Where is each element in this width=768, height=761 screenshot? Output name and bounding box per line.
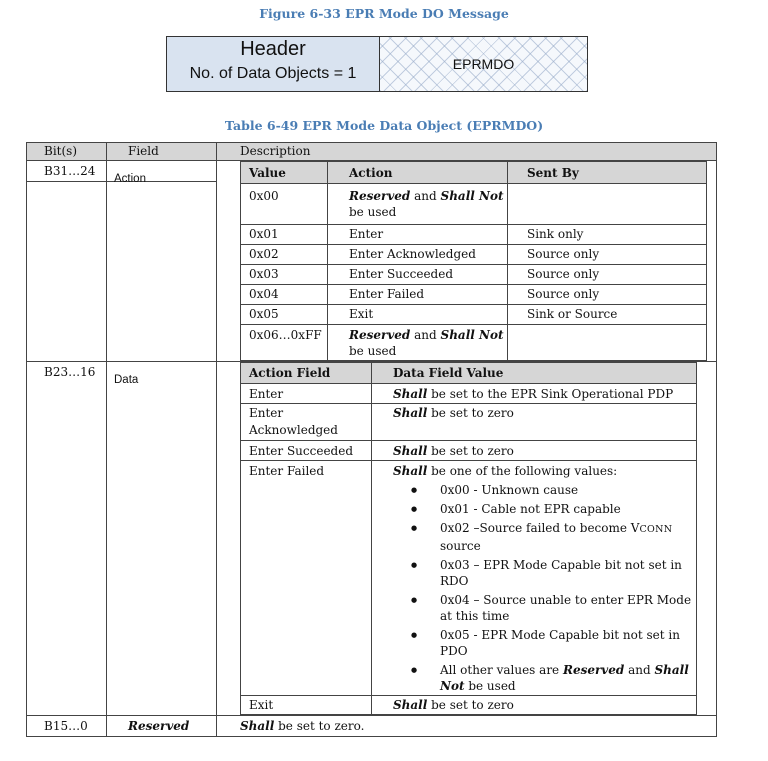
action-values-table bbox=[240, 161, 707, 361]
bullet-item: ● 0x03 – EPR Mode Capable bit not set in RDO bbox=[393, 557, 693, 589]
action-row-action: Enter bbox=[349, 227, 384, 241]
action-row-action: Reserved and Shall Not bbox=[349, 328, 504, 342]
row-data-field: Data bbox=[114, 374, 139, 386]
action-row-value: 0x06…0xFF bbox=[249, 328, 322, 342]
action-row-action-cont: be used bbox=[349, 344, 397, 358]
failure-cause-list bbox=[393, 482, 693, 697]
bullet-item: ● 0x02 –Source failed to become VCONN source bbox=[393, 520, 693, 554]
data-row-value: Shall be set to zero bbox=[393, 406, 514, 420]
action-row-value: 0x01 bbox=[249, 227, 279, 241]
action-row-value: 0x05 bbox=[249, 307, 279, 321]
action-row-sent-by: Source only bbox=[527, 247, 600, 261]
bullet-item: ● All other values are Reserved and Shall Not be used bbox=[393, 662, 693, 694]
bullet-item: ● 0x01 - Cable not EPR capable bbox=[393, 501, 693, 517]
data-row-field: Enter bbox=[249, 387, 284, 401]
data-col-action-field: Action Field bbox=[249, 366, 331, 380]
col-header-description: Description bbox=[240, 144, 311, 158]
data-row-value: Shall be set to zero bbox=[393, 444, 514, 458]
action-row-sent-by: Sink or Source bbox=[527, 307, 618, 321]
data-row-field: Enter Failed bbox=[249, 464, 325, 478]
data-row-field: Enter Succeeded bbox=[249, 444, 354, 458]
data-values-table bbox=[240, 362, 697, 715]
action-row-action: Enter Succeeded bbox=[349, 267, 454, 281]
data-col-data-field: Data Field Value bbox=[393, 366, 504, 380]
row-reserved-bits: B15…0 bbox=[44, 719, 88, 733]
figure-caption: Figure 6-33 EPR Mode DO Message bbox=[259, 6, 509, 21]
action-col-sent-by: Sent By bbox=[527, 166, 579, 180]
action-col-action: Action bbox=[349, 166, 393, 180]
bullet-item: ● 0x05 - EPR Mode Capable bit not set in PDO bbox=[393, 627, 693, 659]
action-row-sent-by: Sink only bbox=[527, 227, 584, 241]
action-col-value: Value bbox=[249, 166, 286, 180]
action-row-action: Enter Acknowledged bbox=[349, 247, 476, 261]
action-row-action: Exit bbox=[349, 307, 374, 321]
bullet-item: ● 0x00 - Unknown cause bbox=[393, 482, 693, 498]
col-header-field: Field bbox=[128, 144, 159, 158]
action-row-sent-by: Source only bbox=[527, 287, 600, 301]
bullet-item: ● 0x04 – Source unable to enter EPR Mode at this time bbox=[393, 592, 693, 624]
action-row-value: 0x02 bbox=[249, 247, 279, 261]
eprmdo-label: EPRMDO bbox=[452, 56, 515, 72]
action-row-sent-by: Source only bbox=[527, 267, 600, 281]
action-row-value: 0x04 bbox=[249, 287, 279, 301]
data-row-field: Enter bbox=[249, 406, 284, 420]
data-row-value: Shall be set to the EPR Sink Operational PDP bbox=[393, 387, 674, 401]
action-row-action: Reserved and Shall Not bbox=[349, 189, 504, 203]
row-action-field: Action bbox=[114, 173, 146, 185]
action-row-value: 0x00 bbox=[249, 189, 279, 203]
data-row-value: Shall be set to zero bbox=[393, 698, 514, 712]
data-row-field-cont: Acknowledged bbox=[249, 423, 338, 437]
row-data-bits: B23…16 bbox=[44, 365, 96, 379]
table-caption: Table 6-49 EPR Mode Data Object (EPRMDO) bbox=[224, 118, 544, 133]
data-row-field: Exit bbox=[249, 698, 274, 712]
row-action-bits: B31…24 bbox=[44, 164, 96, 178]
col-header-bits: Bit(s) bbox=[44, 144, 77, 158]
header-title: Header bbox=[240, 38, 306, 60]
data-row-value: Shall be one of the following values: bbox=[393, 464, 618, 478]
header-data-object-count: No. of Data Objects = 1 bbox=[189, 65, 357, 82]
action-row-value: 0x03 bbox=[249, 267, 279, 281]
row-reserved-field: Reserved bbox=[128, 719, 190, 733]
action-row-action-cont: be used bbox=[349, 205, 397, 219]
action-row-action: Enter Failed bbox=[349, 287, 425, 301]
row-reserved-description: Shall be set to zero. bbox=[240, 719, 365, 733]
